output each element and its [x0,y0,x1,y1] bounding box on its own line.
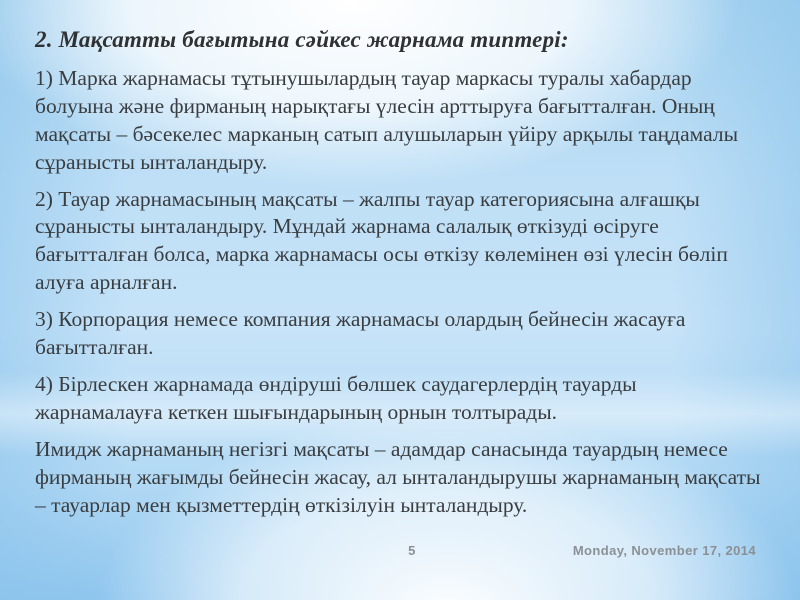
page-number: 5 [408,543,416,558]
paragraph-joint-advertising: 4) Бірлескен жарнамада өндіруші бөлшек саудагерлердің тауарды жарнамалауға кеткен шығындарының орнын толтырады. [35,372,637,425]
paragraph-product-advertising: 2) Тауар жарнамасының мақсаты – жалпы тауар категориясына алғашқы сұранысты ынталандыру. Мұндай жарнама салалық өткізуді өсіруге бағытталған болса, марка жарнамасы осы өткізу көлемінен өзі үлесін бөліп алуға арналған. [35,186,728,295]
date-stamp: Monday, November 17, 2014 [572,543,756,558]
paragraph-image-advertising: Имидж жарнаманың негізгі мақсаты – адамдар санасында тауардың немесе фирманың жағымды бейнесін жасау, ал ынталандырушы жарнаманың мақсаты – тауарлар мен қызметтердің өткізілуін ынталандыру. [35,437,761,517]
paragraph-brand-advertising: 1) Марка жарнамасы тұтынушылардың тауар маркасы туралы хабардар болуына және фирманың нарықтағы үлесін арттыруға бағытталған. Оның мақсаты – бәсекелес марканың сатып алушыларын үйіру арқылы таңдамалы сұранысты ынталандыру. [35,65,739,174]
paragraph-corporate-advertising: 3) Корпорация немесе компания жарнамасы олардың бейнесін жасауға бағытталған. [35,307,686,360]
slide-title: 2. Мақсатты бағытына сәйкес жарнама типтері: [35,27,569,52]
slide-footer [0,543,800,563]
